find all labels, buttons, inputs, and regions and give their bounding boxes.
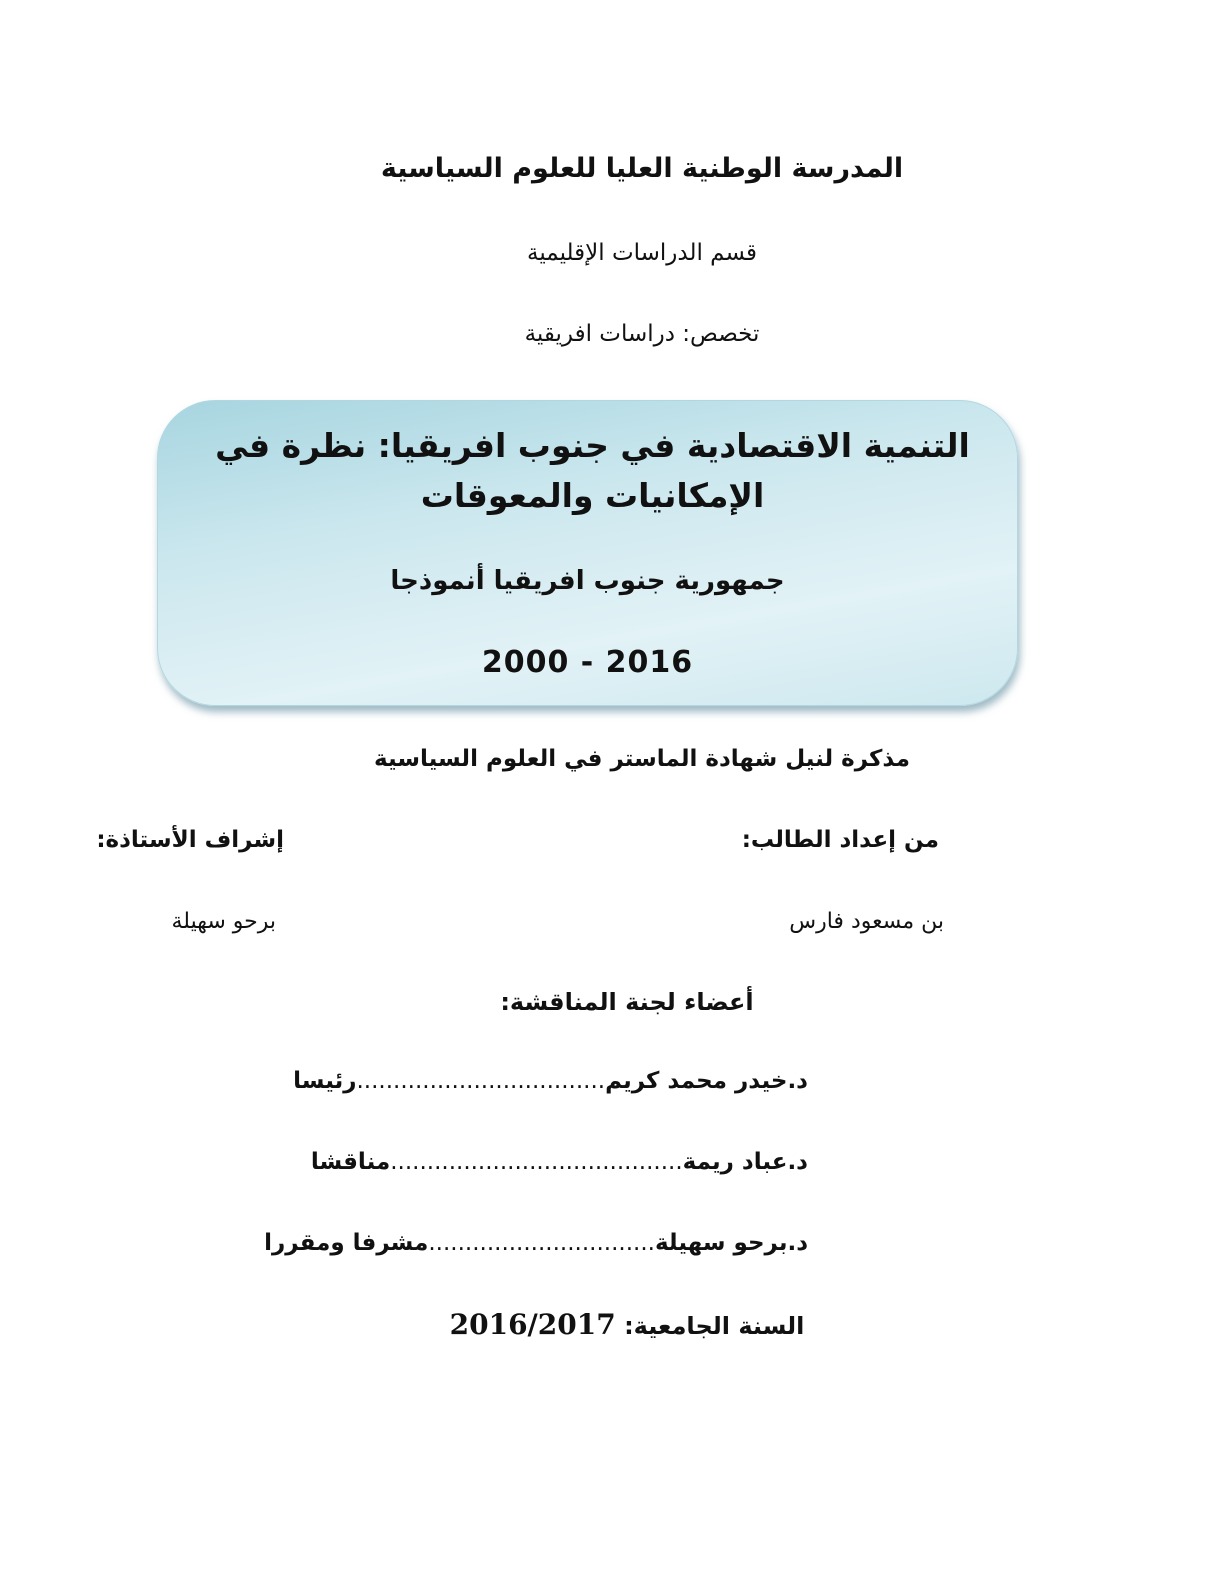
school-name: المدرسة الوطنية العليا للعلوم السياسية xyxy=(380,153,904,184)
supervisor-name: برحو سهيلة xyxy=(171,909,276,934)
academic-year xyxy=(0,1307,1224,1342)
member-dots: .................................. xyxy=(356,1068,606,1094)
department-name: قسم الدراسات الإقليمية xyxy=(527,240,757,266)
member-name: د.عباد ريمة xyxy=(682,1149,808,1175)
member-dots: ............................... xyxy=(428,1230,655,1256)
committee-heading: أعضاء لجنة المناقشة: xyxy=(500,988,754,1016)
academic-year-label: السنة الجامعية: xyxy=(624,1312,805,1340)
committee-member-supervisor xyxy=(264,1230,808,1256)
student-label: من إعداد الطالب: xyxy=(741,827,939,853)
study-period: 2000 - 2016 xyxy=(481,645,694,680)
student-name: بن مسعود فارس xyxy=(789,909,944,934)
academic-year-value: 2016/2017 xyxy=(449,1308,616,1341)
member-dots: ........................................ xyxy=(390,1149,683,1175)
title-box xyxy=(157,400,1018,706)
committee-member-president xyxy=(293,1068,808,1094)
thesis-title: التنمية الاقتصادية في جنوب افريقيا: نظرة في الإمكانيات والمعوقات xyxy=(215,426,970,515)
member-role: مشرفا ومقررا xyxy=(264,1230,429,1256)
case-study: جمهورية جنوب افريقيا أنموذجا xyxy=(390,566,785,596)
memo-statement: مذكرة لنيل شهادة الماستر في العلوم السياسية xyxy=(374,746,910,772)
member-role: رئيسا xyxy=(293,1068,357,1094)
supervisor-label: إشراف الأستاذة: xyxy=(96,827,284,853)
specialization: تخصص: دراسات افريقية xyxy=(524,321,760,347)
member-name: د.برحو سهيلة xyxy=(654,1230,808,1256)
member-role: مناقشا xyxy=(310,1149,391,1175)
committee-member-examiner xyxy=(311,1149,808,1175)
member-name: د.خيدر محمد كريم xyxy=(605,1068,808,1094)
